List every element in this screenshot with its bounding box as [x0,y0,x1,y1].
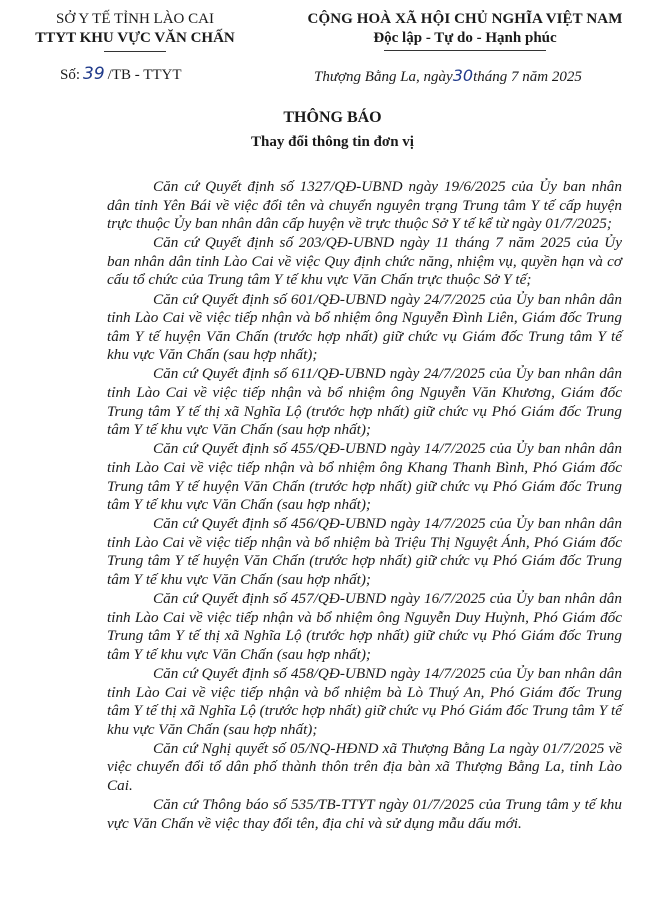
document-number [60,64,182,85]
legal-basis-paragraph: Căn cứ Quyết định số 203/QĐ-UBND ngày 11 tháng 7 năm 2025 của Ủy ban nhân dân tỉnh Lào Cai về việc Quy định chức năng, nhiệm vụ, quyền hạn và cơ cấu tổ chức của Trung tâm Y tế khu vực Văn Chấn trực thuộc Sở Y tế; [107,234,622,289]
handwritten-number: 39 [83,64,105,84]
place-date-line [314,66,582,87]
number-prefix: Số: [60,67,81,83]
number-suffix: /TB - TTYT [107,67,182,83]
legal-basis-paragraph: Căn cứ Quyết định số 611/QĐ-UBND ngày 24/7/2025 của Ủy ban nhân dân tỉnh Lào Cai về việc tiếp nhận và bổ nhiệm ông Nguyễn Văn Khương, Giám đốc Trung tâm Y tế thị xã Nghĩa Lộ (trước hợp nhất) giữ chức vụ Phó Giám đốc Trung tâm Y tế khu vực Văn Chấn (sau hợp nhất); [107,365,622,439]
motto-underline [384,50,546,51]
legal-basis-paragraph: Căn cứ Quyết định số 601/QĐ-UBND ngày 24/7/2025 của Ủy ban nhân dân tỉnh Lào Cai về việc tiếp nhận và bổ nhiệm ông Nguyễn Đình Liên, Giám đốc Trung tâm Y tế huyện Văn Chấn (trước hợp nhất) giữ chức vụ Giám đốc Trung tâm Y tế khu vực Văn Chấn (sau hợp nhất); [107,290,622,364]
handwritten-day: 30 [452,66,474,85]
national-motto: Độc lập - Tự do - Hạnh phúc [373,30,557,46]
date-suffix: tháng 7 năm 2025 [473,69,582,85]
legal-basis-paragraph: Căn cứ Thông báo số 535/TB-TTYT ngày 01/7/2025 của Trung tâm y tế khu vực Văn Chấn về việc thay đổi tên, địa chỉ và sử dụng mẫu dấu mới. [107,796,622,832]
legal-basis-paragraph: Căn cứ Nghị quyết số 05/NQ-HĐND xã Thượng Bằng La ngày 01/7/2025 về việc chuyển đổi tổ dân phố thành thôn trên địa bàn xã Thượng Bằng La, tỉnh Lào Cai. [107,739,622,794]
legal-basis-paragraph: Căn cứ Quyết định số 1327/QĐ-UBND ngày 19/6/2025 của Ủy ban nhân dân tỉnh Yên Bái về việc đổi tên và chuyển nguyên trạng Trung tâm Y tế cấp huyện trực thuộc Ủy ban nhân dân cấp huyện về trực thuộc Sở Y tế kể từ ngày 01/7/2025; [107,178,622,233]
legal-basis-paragraph: Căn cứ Quyết định số 455/QĐ-UBND ngày 14/7/2025 của Ủy ban nhân dân tỉnh Lào Cai về việc tiếp nhận và bổ nhiệm ông Khang Thanh Bình, Phó Giám đốc Trung tâm Y tế huyện Văn Chấn (trước hợp nhất) giữ chức vụ Phó Giám đốc Trung tâm Y tế khu vực Văn Chấn (sau hợp nhất); [107,440,622,514]
agency-name: TTYT KHU VỰC VĂN CHẤN [35,30,235,46]
legal-basis-paragraph: Căn cứ Quyết định số 457/QĐ-UBND ngày 16/7/2025 của Ủy ban nhân dân tỉnh Lào Cai về việc tiếp nhận và bổ nhiệm ông Nguyễn Duy Huỳnh, Phó Giám đốc Trung tâm Y tế thị xã Nghĩa Lộ (trước hợp nhất) giữ chức vụ Phó Giám đốc Trung tâm Y tế khu vực Văn Chấn (sau hợp nhất); [107,590,622,663]
issuing-agency-block [10,10,260,52]
document-body [107,178,622,834]
legal-basis-paragraph: Căn cứ Quyết định số 456/QĐ-UBND ngày 14/7/2025 của Ủy ban nhân dân tỉnh Lào Cai về việc tiếp nhận và bổ nhiệm bà Triệu Thị Nguyệt Ánh, Phó Giám đốc Trung tâm Y tế huyện Văn Chấn (trước hợp nhất) giữ chức vụ Phó Giám đốc Trung tâm Y tế khu vực Văn Chấn (sau hợp nhất); [107,515,622,588]
agency-underline [104,51,166,52]
document-title: THÔNG BÁO [283,109,382,126]
document-subtitle: Thay đổi thông tin đơn vị [251,134,414,150]
national-heading-block [270,10,660,51]
parent-agency: SỞ Y TẾ TỈNH LÀO CAI [56,11,214,27]
date-prefix: Thượng Bằng La, ngày [314,69,453,85]
nation-name: CỘNG HOÀ XÃ HỘI CHỦ NGHĨA VIỆT NAM [307,11,623,27]
legal-basis-paragraph: Căn cứ Quyết định số 458/QĐ-UBND ngày 14/7/2025 của Ủy ban nhân dân tỉnh Lào Cai về việc tiếp nhận và bổ nhiệm bà Lò Thuý An, Phó Giám đốc Trung tâm Y tế thị xã Nghĩa Lộ (trước hợp nhất) giữ chức vụ Phó Giám đốc Trung tâm Y tế khu vực Văn Chấn (sau hợp nhất); [107,664,622,738]
